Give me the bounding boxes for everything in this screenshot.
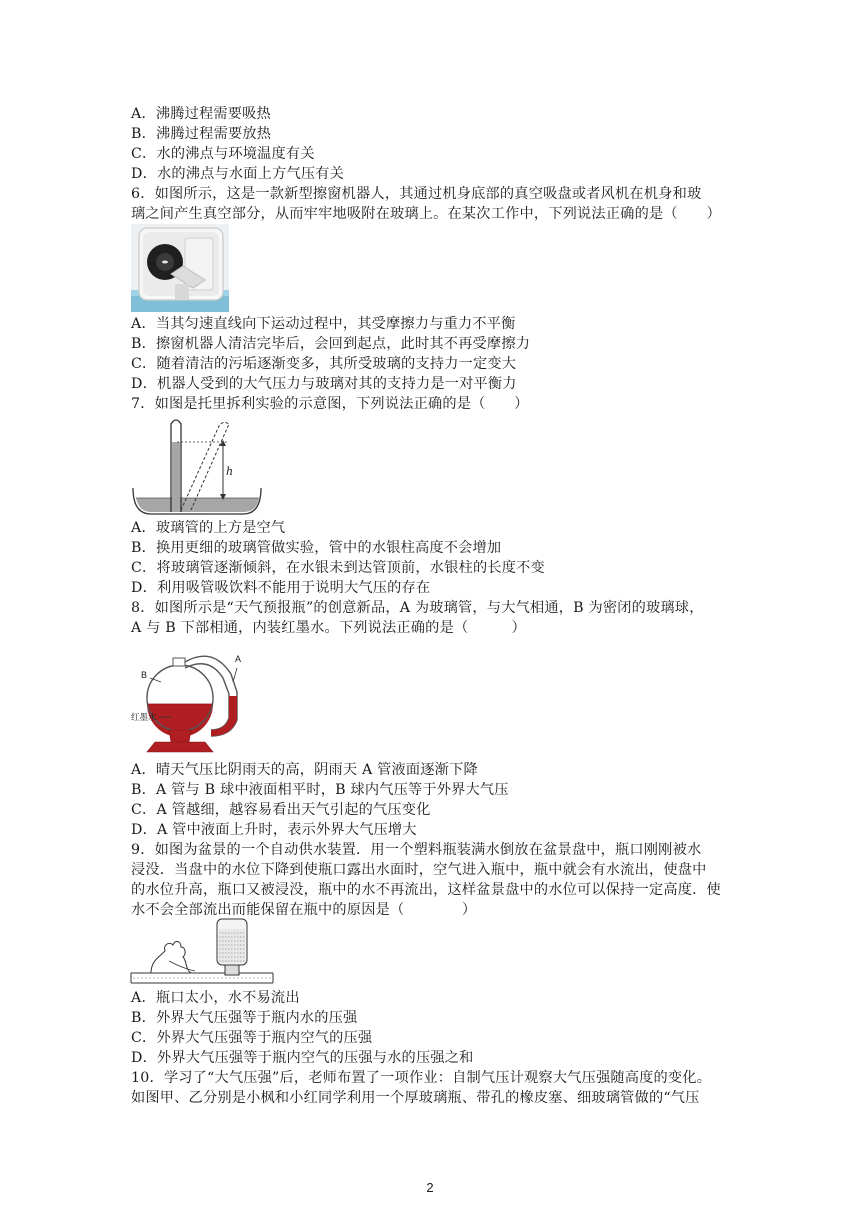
q8-option-c: C．A 管越细，越容易看出天气引起的气压变化 [131,802,431,818]
q6-option-d: D．机器人受到的大气压力与玻璃对其的支持力是一对平衡力 [131,376,517,392]
q5-option-d: D．水的沸点与水面上方气压有关 [131,166,345,182]
q10-stem-line1: 10．学习了“大气压强”后，老师布置了一项作业：自制气压计观察大气压强随高度的变化。 [131,1070,712,1086]
bonsai-water-supply-diagram [129,917,275,987]
weather-forecast-bottle-diagram [131,638,249,760]
q6-option-a: A．当其匀速直线向下运动过程中，其受摩擦力与重力不平衡 [131,316,516,332]
label-red-ink: 红墨水 [131,713,157,723]
q8-option-a: A．晴天气压比阴雨天的高，阴雨天 A 管液面逐渐下降 [131,762,478,778]
q9-stem-line1: 9．如图为盆景的一个自动供水装置．用一个塑料瓶装满水倒放在盆景盘中，瓶口刚刚被水 [131,842,702,858]
q6-stem-line2: 璃之间产生真空部分，从而牢牢地吸附在玻璃上。在某次工作中，下列说法正确的是（ ） [131,206,721,222]
q8-option-d: D．A 管中液面上升时，表示外界大气压增大 [131,822,417,838]
q7-stem: 7．如图是托里拆利实验的示意图，下列说法正确的是（ ） [131,396,529,412]
q8-stem-line2: A 与 B 下部相通，内装红墨水。下列说法正确的是（ ） [131,620,526,636]
q9-option-c: C．外界大气压强等于瓶内空气的压强 [131,1030,373,1046]
q9-stem-line2: 浸没．当盘中的水位下降到使瓶口露出水面时，空气进入瓶中，瓶中就会有水流出，使盘中 [131,862,707,878]
q9-stem-line4: 水不会全部流出而能保留在瓶中的原因是（ ） [131,902,477,918]
page-number: 2 [426,1180,434,1195]
q5-option-b: B．沸腾过程需要放热 [131,126,272,142]
q5-option-a: A．沸腾过程需要吸热 [131,106,271,122]
torricelli-experiment-diagram [131,414,263,518]
q9-option-b: B．外界大气压强等于瓶内水的压强 [131,1010,358,1026]
label-a: A [235,654,242,664]
q6-option-b: B．擦窗机器人清洁完毕后，会回到起点，此时其不再受摩擦力 [131,336,531,352]
q8-option-b: B．A 管与 B 球中液面相平时，B 球内气压等于外界大气压 [131,782,509,798]
q5-option-c: C．水的沸点与环境温度有关 [131,146,315,162]
q9-option-a: A．瓶口太小，水不易流出 [131,990,300,1006]
window-cleaning-robot-image [131,224,229,312]
q7-option-b: B．换用更细的玻璃管做实验，管中的水银柱高度不会增加 [131,540,502,556]
label-b: B [141,670,148,680]
q6-stem-line1: 6．如图所示，这是一款新型擦窗机器人，其通过机身底部的真空吸盘或者风机在机身和玻 [131,186,702,202]
q7-option-d: D．利用吸管吸饮料不能用于说明大气压的存在 [131,580,431,596]
q10-stem-line2: 如图甲、乙分别是小枫和小红同学利用一个厚玻璃瓶、带孔的橡皮塞、细玻璃管做的“气压 [131,1090,700,1106]
q7-option-c: C．将玻璃管逐渐倾斜，在水银未到达管顶前，水银柱的长度不变 [131,560,545,576]
q6-option-c: C．随着清洁的污垢逐渐变多，其所受玻璃的支持力一定变大 [131,356,517,372]
height-label: h [226,465,234,478]
q7-option-a: A．玻璃管的上方是空气 [131,520,286,536]
q9-stem-line3: 的水位升高，瓶口又被浸没，瓶中的水不再流出，这样盆景盘中的水位可以保持一定高度．使 [131,882,721,898]
q8-stem-line1: 8．如图所示是“天气预报瓶”的创意新品，A 为玻璃管，与大气相通，B 为密闭的玻璃球， [131,600,704,616]
q9-option-d: D．外界大气压强等于瓶内空气的压强与水的压强之和 [131,1050,474,1066]
